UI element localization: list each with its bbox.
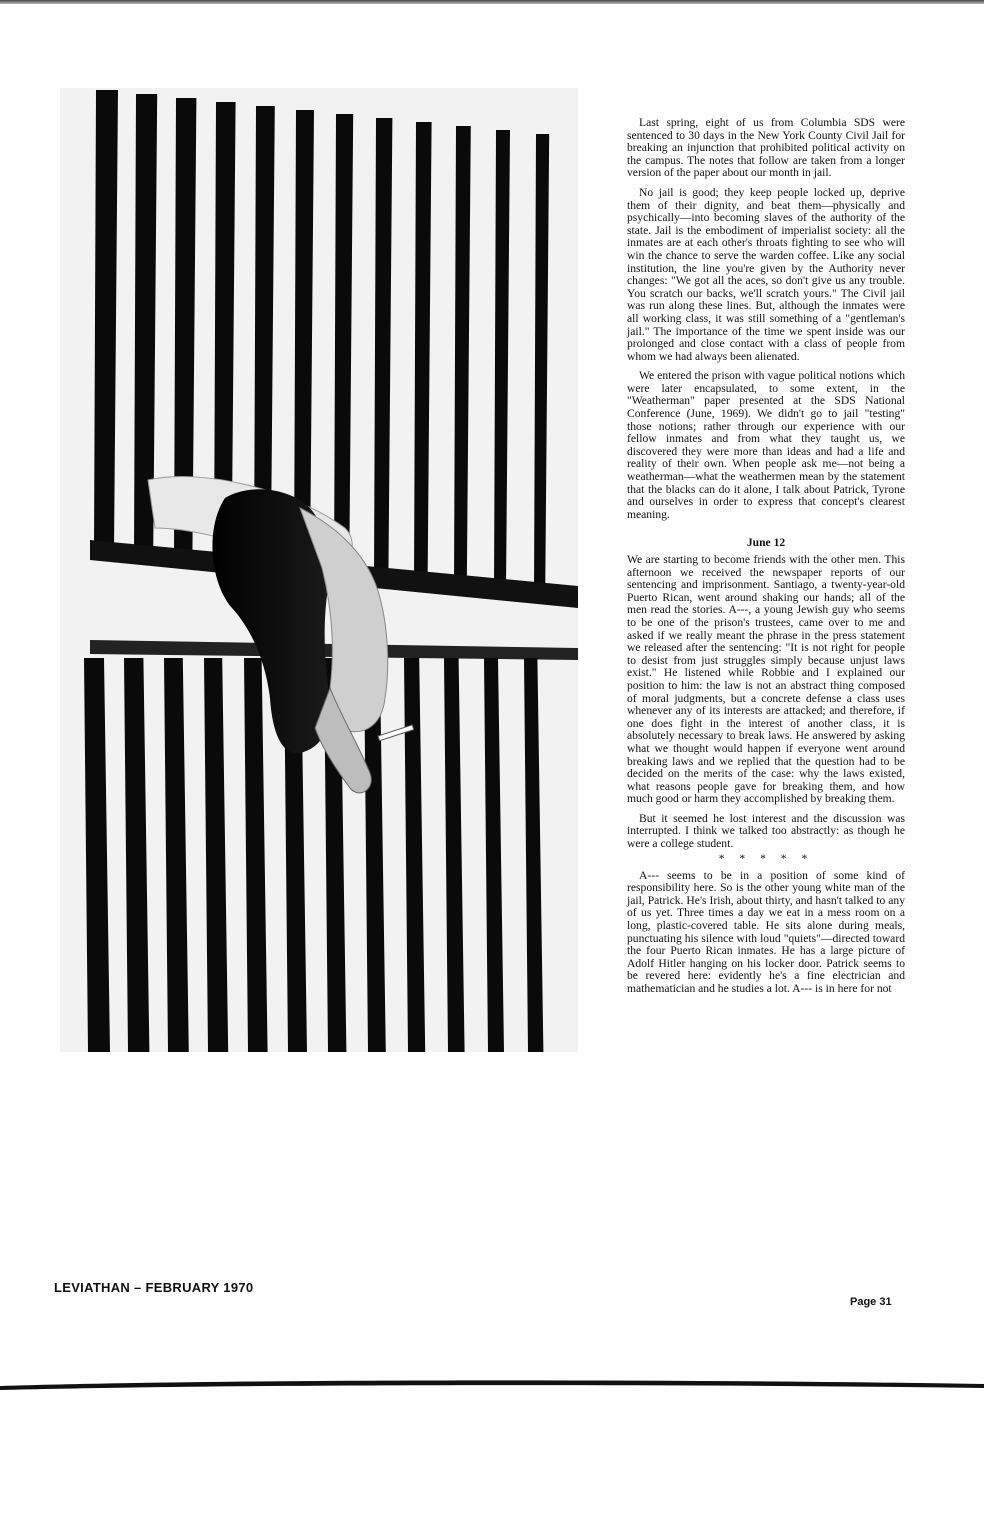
article-paragraph: A--- seems to be in a position of some kind of responsibility here. So is the other young white man of the jail, Patrick. He's Irish, about thirty, and hasn't talked to any of us yet. Three times a day we eat in a mess room on a long, plastic-covered table. He sits alone during meals, punctuating his silence with loud "quiets"—directed toward the four Puerto Rican inmates. He has a large picture of Adolf Hitler hanging on his locker door. Patrick seems to be revered here: evidently he's a fine electrician and mathematician and he studies a lot. A--- is in here for not bbox=[627, 868, 905, 995]
article-body bbox=[627, 117, 905, 1003]
photo-arm-through-bars bbox=[60, 88, 578, 1052]
publication-footer: LEVIATHAN – FEBRUARY 1970 bbox=[54, 1280, 254, 1295]
article-paragraph: But it seemed he lost interest and the discussion was interrupted. I think we talked too abstractly: as though he were a college student. bbox=[627, 811, 905, 851]
section-separator: * * * * * bbox=[718, 851, 814, 865]
article-paragraph: We are starting to become friends with the other men. This afternoon we received the newspaper reports of our sentencing and imprisonment. Santiago, a twenty-year-old Puerto Rican, went around shaking our hands; all of the men read the stories. A---, a young Jewish guy who seems to be one of the prison's trustees, came over to me and asked if we really meant the phrase in the press statement we released after the sentencing: "It is not right for people to desist from just struggles simply because unjust laws exist." He listened while Robbie and I explained our position to him: the law is not an abstract thing composed of moral judgments, but a concrete defense a class uses whenever any of its interests are attacked; and therefore, if one does fight in the interest of another class, it is absolutely necessary to break laws. He answered by asking what we thought would happen if everyone went around breaking laws and we replied that the question had to be decided on the merits of the case: why the laws existed, what reasons people gave for breaking them, and how much good or harm they accomplished by breaking them. bbox=[627, 553, 905, 806]
jail-bar bbox=[94, 90, 118, 548]
scan-border-top bbox=[0, 0, 984, 4]
article-paragraph: We entered the prison with vague political notions which were later encapsulated, to some extent, in the "Weatherman" paper presented at the SDS National Conference (June, 1969). We didn't go to jail "testing" those notions; rather through our experience with our fellow inmates and from what they taught us, we discovered they were more than ideas and had a life and reality of their own. When people ask me—not being a weatherman—what the weathermen mean by the statement that the blacks can do it alone, I talk about Patrick, Tyrone and ourselves in order to express that concept's clearest meaning. bbox=[627, 369, 905, 521]
scan-bottom-edge bbox=[0, 1376, 984, 1390]
jail-bars-illustration bbox=[60, 88, 578, 1052]
article-paragraph: Last spring, eight of us from Columbia SDS were sentenced to 30 days in the New York County Civil Jail for breaking an injunction that prohibited political activity on the campus. The notes that follow are taken from a longer version of the paper about our month in jail. bbox=[627, 116, 905, 180]
section-dateline: June 12 bbox=[746, 536, 786, 550]
page-number: Page 31 bbox=[850, 1296, 892, 1308]
article-paragraph: No jail is good; they keep people locked up, deprive them of their dignity, and beat them—physically and psychically—into becoming slaves of the authority of the state. Jail is the embodiment of imperialist society: all the inmates are at each other's throats fighting to see who will win the chance to serve the warden coffee. Like any social institution, the line you're given by the Authority never changes: "We got all the aces, so don't give us any trouble. You scratch our backs, we'll scratch yours." The Civil jail was run along these lines. But, although the inmates were all working class, it was still something of a "gentleman's jail." The importance of the time we spent inside was our prolonged and close contact with a class of people from whom we had always been alienated. bbox=[627, 185, 905, 363]
